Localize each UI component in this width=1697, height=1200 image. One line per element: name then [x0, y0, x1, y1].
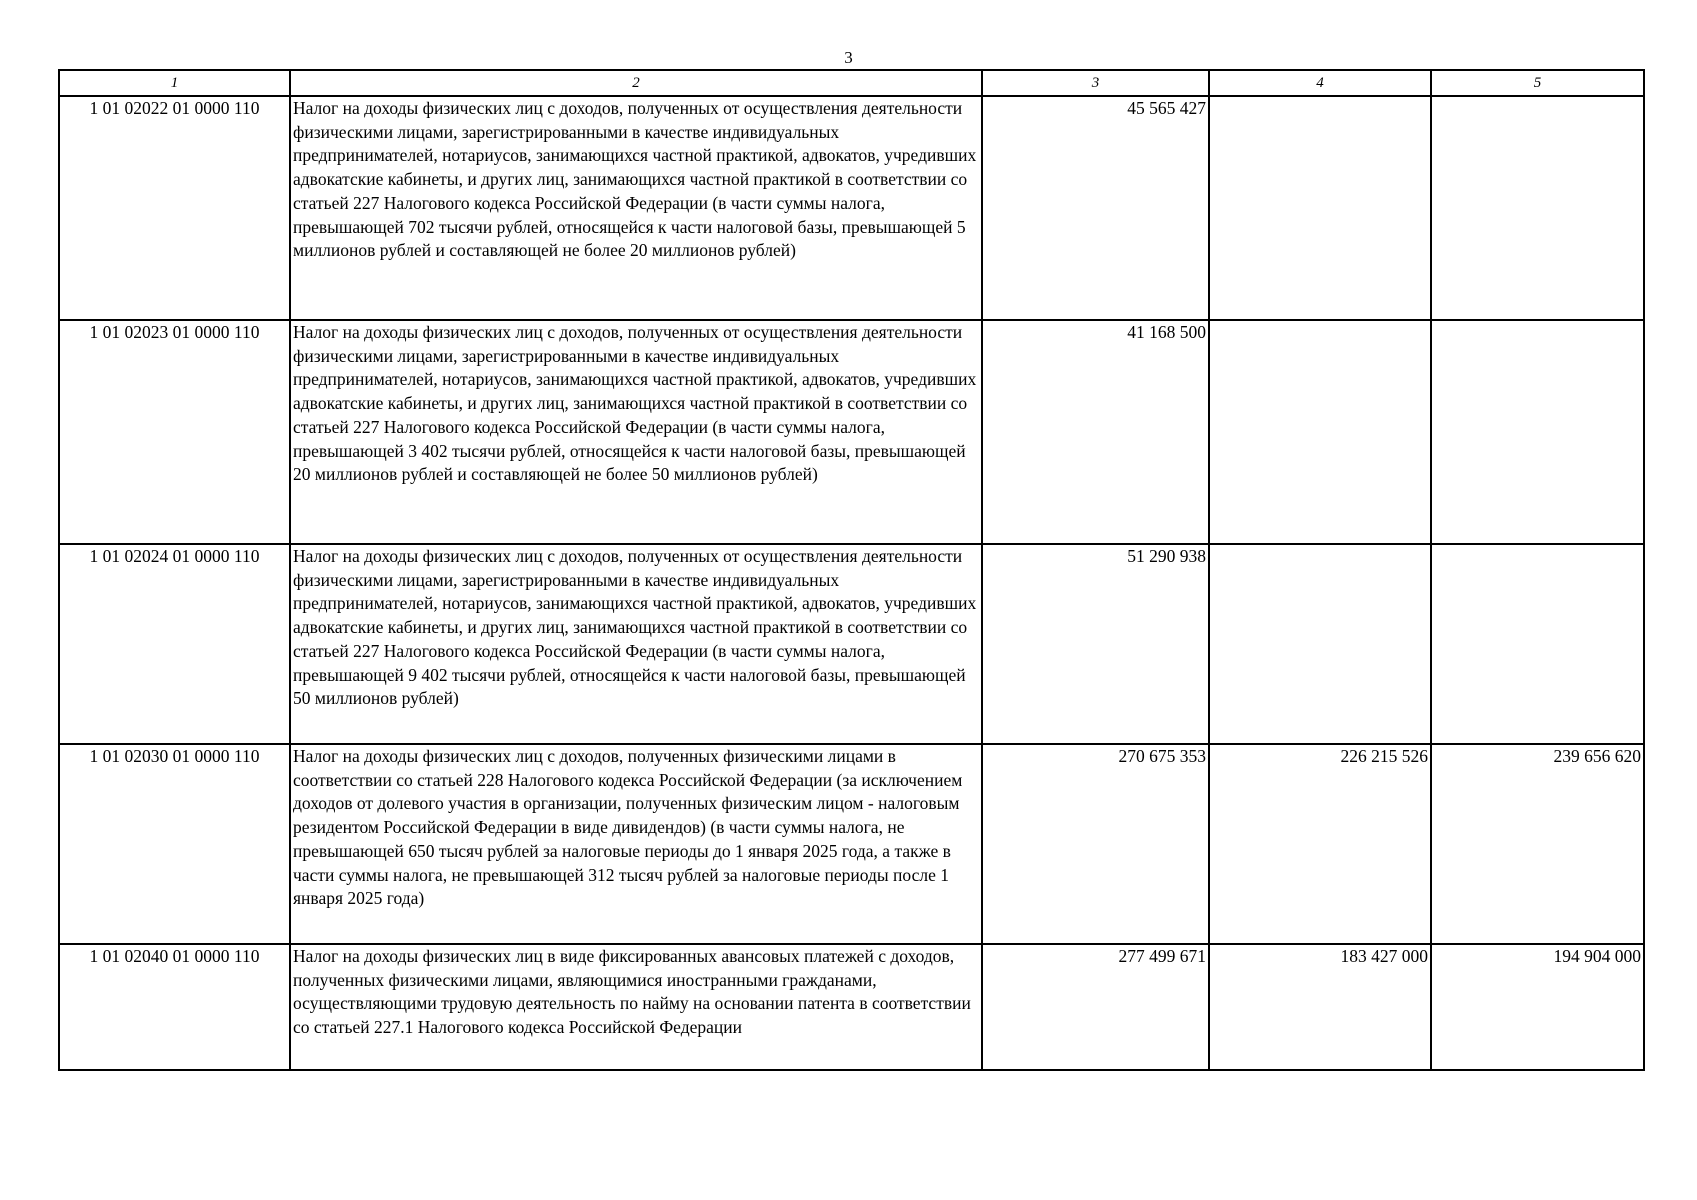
table-row	[59, 744, 1644, 944]
amount-col5-cell: 194 904 000	[1431, 944, 1644, 1070]
description-cell: Налог на доходы физических лиц с доходов, полученных от осуществления деятельности физическими лицами, зарегистрированными в качестве индивидуальных предпринимателей, нотариусов, занимающихся частной практикой, адвокатов, учредивших адвокатские кабинеты, и других лиц, занимающихся частной практикой в соответствии со статьей 227 Налогового кодекса Российской Федерации (в части суммы налога, превышающей 702 тысячи рублей, относящейся к части налоговой базы, превышающей 5 миллионов рублей и составляющей не более 20 миллионов рублей)	[290, 96, 982, 320]
amount-col4-cell	[1209, 544, 1431, 744]
amount-col4-cell: 183 427 000	[1209, 944, 1431, 1070]
table-row	[59, 320, 1644, 544]
amount-col3-cell: 51 290 938	[982, 544, 1209, 744]
description-cell: Налог на доходы физических лиц с доходов, полученных от осуществления деятельности физическими лицами, зарегистрированными в качестве индивидуальных предпринимателей, нотариусов, занимающихся частной практикой, адвокатов, учредивших адвокатские кабинеты, и других лиц, занимающихся частной практикой в соответствии со статьей 227 Налогового кодекса Российской Федерации (в части суммы налога, превышающей 3 402 тысячи рублей, относящейся к части налоговой базы, превышающей 20 миллионов рублей и составляющей не более 50 миллионов рублей)	[290, 320, 982, 544]
column-number: 5	[1431, 70, 1644, 96]
description-cell: Налог на доходы физических лиц в виде фиксированных авансовых платежей с доходов, полученных физическими лицами, являющимися иностранными гражданами, осуществляющими трудовую деятельность по найму на основании патента в соответствии со статьей 227.1 Налогового кодекса Российской Федерации	[290, 944, 982, 1070]
budget-code-cell: 1 01 02024 01 0000 110	[59, 544, 290, 744]
amount-col3-cell: 270 675 353	[982, 744, 1209, 944]
table-row	[59, 944, 1644, 1070]
amount-col4-cell	[1209, 96, 1431, 320]
amount-col5-cell	[1431, 96, 1644, 320]
amount-col3-cell: 277 499 671	[982, 944, 1209, 1070]
amount-col4-cell: 226 215 526	[1209, 744, 1431, 944]
budget-code-cell: 1 01 02023 01 0000 110	[59, 320, 290, 544]
column-number: 4	[1209, 70, 1431, 96]
column-number: 3	[982, 70, 1209, 96]
description-cell: Налог на доходы физических лиц с доходов, полученных от осуществления деятельности физическими лицами, зарегистрированными в качестве индивидуальных предпринимателей, нотариусов, занимающихся частной практикой, адвокатов, учредивших адвокатские кабинеты, и других лиц, занимающихся частной практикой в соответствии со статьей 227 Налогового кодекса Российской Федерации (в части суммы налога, превышающей 9 402 тысячи рублей, относящейся к части налоговой базы, превышающей 50 миллионов рублей)	[290, 544, 982, 744]
amount-col3-cell: 45 565 427	[982, 96, 1209, 320]
budget-code-cell: 1 01 02030 01 0000 110	[59, 744, 290, 944]
amount-col3-cell: 41 168 500	[982, 320, 1209, 544]
budget-code-cell: 1 01 02040 01 0000 110	[59, 944, 290, 1070]
budget-table	[58, 69, 1645, 1071]
table-row	[59, 96, 1644, 320]
budget-code-cell: 1 01 02022 01 0000 110	[59, 96, 290, 320]
column-number: 2	[290, 70, 982, 96]
table-row	[59, 544, 1644, 744]
description-cell: Налог на доходы физических лиц с доходов, полученных физическими лицами в соответствии со статьей 228 Налогового кодекса Российской Федерации (за исключением доходов от долевого участия в организации, полученных физическим лицом - налоговым резидентом Российской Федерации в виде дивидендов) (в части суммы налога, не превышающей 650 тысяч рублей за налоговые периоды до 1 января 2025 года, а также в части суммы налога, не превышающей 312 тысяч рублей за налоговые периоды после 1 января 2025 года)	[290, 744, 982, 944]
column-number-row	[59, 70, 1644, 96]
amount-col5-cell	[1431, 320, 1644, 544]
amount-col4-cell	[1209, 320, 1431, 544]
page-number: 3	[844, 48, 853, 67]
column-number: 1	[59, 70, 290, 96]
amount-col5-cell: 239 656 620	[1431, 744, 1644, 944]
amount-col5-cell	[1431, 544, 1644, 744]
